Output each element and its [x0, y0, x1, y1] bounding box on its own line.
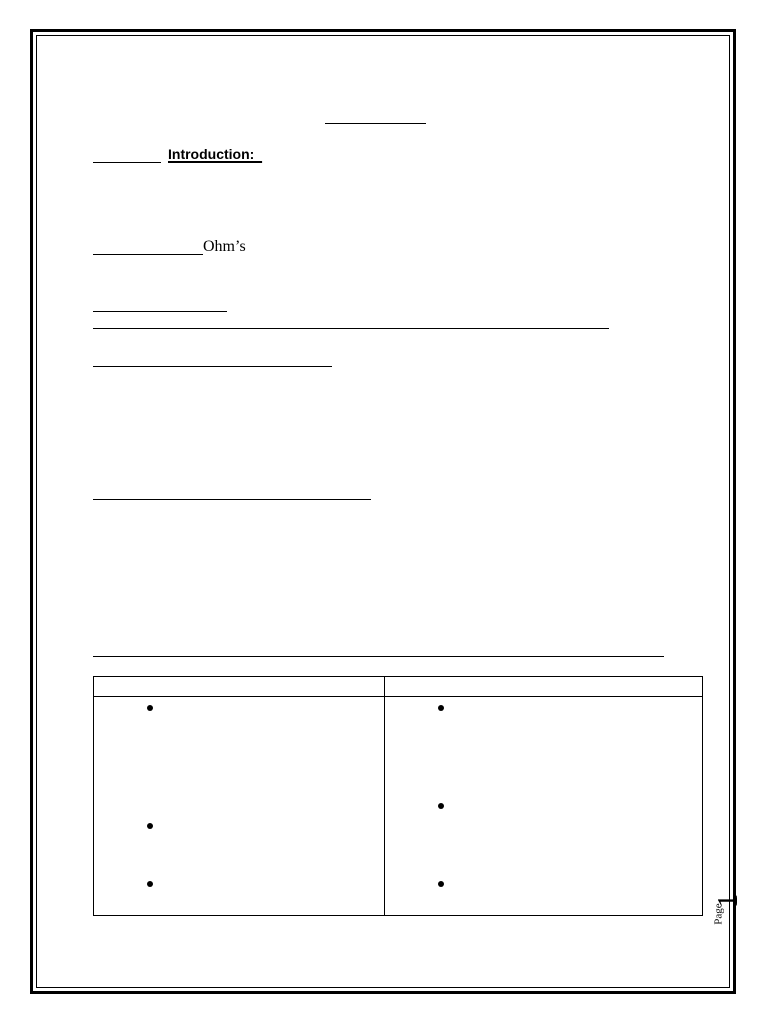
heading-underline-4 — [93, 499, 371, 500]
left-bullet-1 — [147, 705, 153, 711]
page-footer — [712, 888, 742, 938]
heading-underline-2 — [93, 328, 609, 329]
ohms-text: Ohm’s — [203, 238, 246, 255]
heading-underline-1 — [93, 311, 227, 312]
right-bullet-2 — [438, 803, 444, 809]
intro-heading: Introduction: — [168, 146, 263, 162]
left-bullet-2 — [147, 823, 153, 829]
heading-underline-3 — [93, 366, 332, 367]
right-bullet-3 — [438, 881, 444, 887]
left-bullet-3 — [147, 881, 153, 887]
page-label: Page — [712, 903, 725, 925]
title-underline — [325, 123, 426, 124]
ohms-prefix-underline — [93, 254, 203, 255]
comparison-table — [93, 676, 703, 916]
intro-prefix-underline — [93, 162, 161, 163]
table-header-row — [94, 696, 702, 697]
heading-underline-5 — [93, 656, 664, 657]
table-column-divider — [384, 677, 385, 915]
right-bullet-1 — [438, 705, 444, 711]
page-number: 1 — [713, 894, 744, 908]
